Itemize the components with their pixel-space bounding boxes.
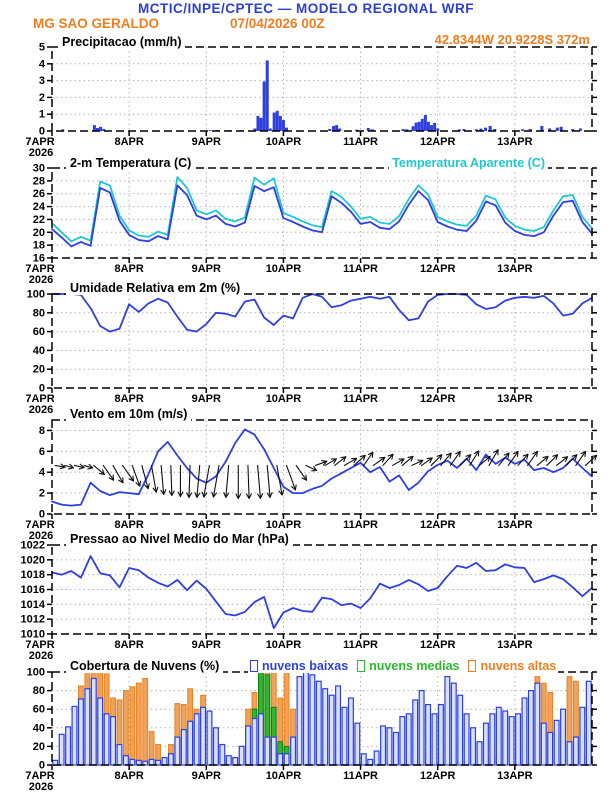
- svg-text:0: 0: [38, 508, 45, 521]
- panel-title-temperature: 2-m Temperatura (C): [66, 156, 195, 170]
- svg-text:12APR: 12APR: [419, 393, 456, 405]
- svg-text:4: 4: [38, 58, 45, 71]
- svg-text:80: 80: [32, 307, 45, 320]
- svg-text:40: 40: [32, 344, 45, 357]
- svg-text:8APR: 8APR: [114, 519, 144, 531]
- svg-text:11APR: 11APR: [343, 519, 379, 531]
- svg-text:10APR: 10APR: [265, 639, 302, 651]
- svg-text:8APR: 8APR: [114, 770, 144, 782]
- svg-text:2026: 2026: [28, 274, 54, 286]
- svg-text:10APR: 10APR: [265, 519, 302, 531]
- run-datetime-label: 07/04/2026 00Z: [230, 16, 325, 31]
- svg-text:11APR: 11APR: [343, 136, 379, 148]
- svg-text:2026: 2026: [28, 781, 54, 792]
- svg-text:9APR: 9APR: [191, 770, 221, 782]
- station-label: MG SAO GERALDO: [33, 16, 160, 31]
- svg-text:13APR: 13APR: [497, 519, 533, 531]
- svg-text:12APR: 12APR: [419, 770, 456, 782]
- svg-text:1014: 1014: [20, 598, 45, 611]
- svg-text:8APR: 8APR: [114, 136, 144, 148]
- panel-title-wind: Vento em 10m (m/s): [66, 407, 191, 421]
- svg-text:7APR: 7APR: [25, 393, 55, 405]
- svg-text:11APR: 11APR: [343, 770, 379, 782]
- svg-text:11APR: 11APR: [343, 639, 379, 651]
- svg-text:22: 22: [32, 213, 45, 226]
- svg-text:1010: 1010: [20, 628, 45, 641]
- svg-text:60: 60: [32, 326, 45, 339]
- svg-text:20: 20: [32, 226, 45, 239]
- svg-text:8: 8: [38, 424, 45, 437]
- mid-clouds-swatch-icon: [357, 660, 365, 672]
- legend-low-clouds: [250, 659, 348, 673]
- svg-text:0: 0: [38, 125, 45, 138]
- svg-text:13APR: 13APR: [497, 263, 533, 275]
- legend-high-clouds: [468, 659, 556, 673]
- svg-text:3: 3: [38, 75, 45, 88]
- svg-text:1: 1: [38, 108, 45, 121]
- svg-text:7APR: 7APR: [25, 519, 55, 531]
- svg-text:1012: 1012: [20, 613, 45, 626]
- svg-text:9APR: 9APR: [191, 393, 221, 405]
- panel-title-precipitation: Precipitacao (mm/h): [58, 35, 185, 49]
- svg-text:20: 20: [32, 740, 45, 753]
- svg-text:2026: 2026: [28, 404, 54, 416]
- svg-text:13APR: 13APR: [497, 136, 533, 148]
- svg-text:26: 26: [32, 188, 45, 201]
- svg-text:7APR: 7APR: [25, 136, 55, 148]
- svg-text:9APR: 9APR: [191, 136, 221, 148]
- svg-text:0: 0: [38, 382, 45, 395]
- svg-text:12APR: 12APR: [419, 639, 456, 651]
- legend-apparent-temperature: Temperatura Aparente (C): [389, 156, 548, 170]
- svg-text:12APR: 12APR: [419, 136, 456, 148]
- panel-title-humidity: Umidade Relativa em 2m (%): [66, 281, 244, 295]
- legend-high-clouds-label: nuvens altas: [480, 659, 557, 673]
- svg-text:8APR: 8APR: [114, 263, 144, 275]
- svg-text:2: 2: [38, 91, 45, 104]
- svg-text:0: 0: [38, 759, 45, 772]
- svg-text:10APR: 10APR: [265, 136, 302, 148]
- legend-mid-clouds: [357, 659, 459, 673]
- legend-mid-clouds-label: nuvens medias: [369, 659, 460, 673]
- svg-text:13APR: 13APR: [497, 770, 533, 782]
- svg-text:16: 16: [32, 252, 45, 265]
- svg-text:9APR: 9APR: [191, 263, 221, 275]
- svg-text:9APR: 9APR: [191, 639, 221, 651]
- svg-text:12APR: 12APR: [419, 263, 456, 275]
- svg-text:80: 80: [32, 685, 45, 698]
- svg-text:7APR: 7APR: [25, 263, 55, 275]
- svg-text:7APR: 7APR: [25, 770, 55, 782]
- svg-text:60: 60: [32, 703, 45, 716]
- svg-text:100: 100: [26, 288, 45, 301]
- svg-text:4: 4: [38, 466, 45, 479]
- svg-text:13APR: 13APR: [497, 393, 533, 405]
- svg-text:2: 2: [38, 487, 45, 500]
- svg-text:9APR: 9APR: [191, 519, 221, 531]
- legend-low-clouds-label: nuvens baixas: [262, 659, 349, 673]
- svg-text:12APR: 12APR: [419, 519, 456, 531]
- svg-text:8APR: 8APR: [114, 393, 144, 405]
- svg-text:11APR: 11APR: [343, 263, 379, 275]
- svg-text:10APR: 10APR: [265, 770, 302, 782]
- svg-text:30: 30: [32, 162, 45, 175]
- svg-text:1018: 1018: [20, 569, 45, 582]
- high-clouds-swatch-icon: [468, 660, 476, 672]
- svg-text:2026: 2026: [28, 530, 54, 542]
- svg-text:24: 24: [32, 201, 45, 214]
- low-clouds-swatch-icon: [250, 660, 258, 672]
- panel-title-cloud-cover: Cobertura de Nuvens (%): [66, 659, 223, 673]
- header-title: MCTIC/INPE/CPTEC — MODELO REGIONAL WRF: [138, 1, 474, 16]
- svg-text:20: 20: [32, 363, 45, 376]
- svg-text:13APR: 13APR: [497, 639, 533, 651]
- cloud-legend: [248, 659, 558, 673]
- location-coords-label: 42.8344W 20.9228S 372m: [434, 32, 590, 47]
- svg-text:2026: 2026: [28, 650, 54, 662]
- svg-text:5: 5: [38, 41, 45, 54]
- panel-title-pressure: Pressao ao Nivel Medio do Mar (hPa): [66, 532, 293, 546]
- svg-text:40: 40: [32, 722, 45, 735]
- svg-text:10APR: 10APR: [265, 393, 302, 405]
- svg-text:2026: 2026: [28, 147, 54, 159]
- svg-text:18: 18: [32, 239, 45, 252]
- svg-text:8APR: 8APR: [114, 639, 144, 651]
- svg-text:1020: 1020: [20, 554, 45, 567]
- svg-text:11APR: 11APR: [343, 393, 379, 405]
- svg-text:7APR: 7APR: [25, 639, 55, 651]
- svg-text:100: 100: [26, 666, 45, 679]
- svg-text:6: 6: [38, 445, 45, 458]
- svg-text:1016: 1016: [20, 584, 45, 596]
- svg-text:10APR: 10APR: [265, 263, 302, 275]
- svg-text:1022: 1022: [20, 539, 45, 552]
- svg-text:28: 28: [32, 175, 45, 188]
